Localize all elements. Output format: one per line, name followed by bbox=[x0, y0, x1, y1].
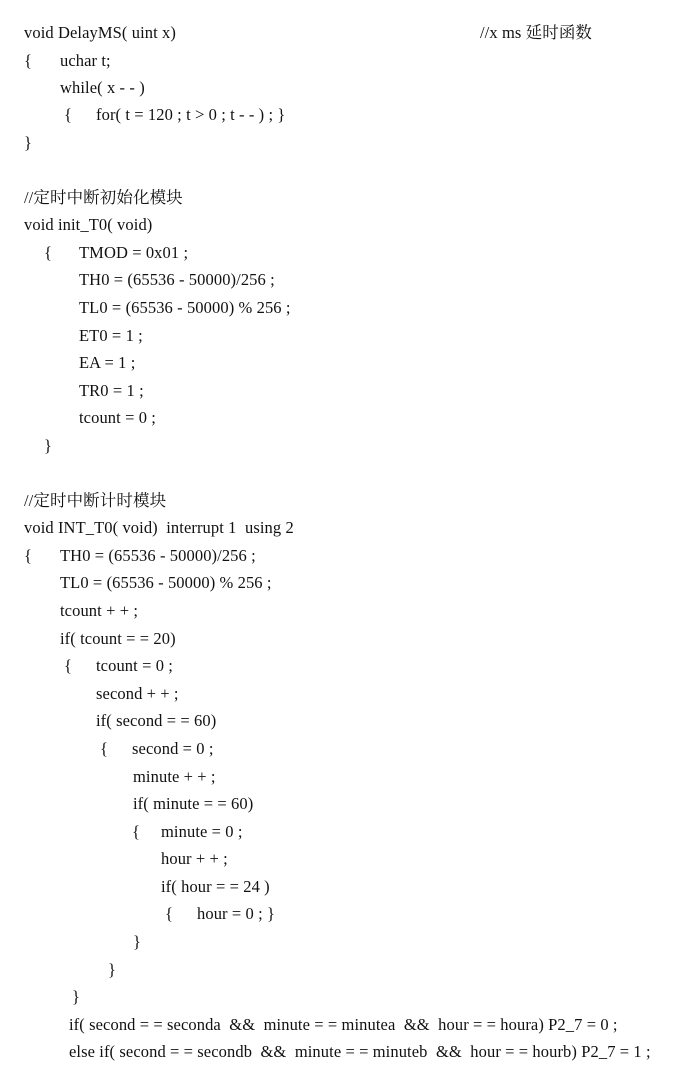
comment-line: //x ms 延时函数 bbox=[480, 23, 593, 42]
code-line: minute + + ; bbox=[133, 767, 216, 786]
code-line: { bbox=[100, 739, 109, 758]
code-line: uchar t; bbox=[60, 51, 111, 70]
code-line: tcount = 0 ; bbox=[79, 408, 156, 427]
code-line: if( minute = = 60) bbox=[133, 794, 254, 813]
code-line: hour = 0 ; } bbox=[197, 904, 276, 923]
code-line: } bbox=[108, 960, 117, 979]
code-line: void init_T0( void) bbox=[24, 215, 153, 234]
code-line: if( tcount = = 20) bbox=[60, 629, 176, 648]
code-line: tcount = 0 ; bbox=[96, 656, 173, 675]
code-line: minute = 0 ; bbox=[161, 822, 243, 841]
code-line: second = 0 ; bbox=[132, 739, 214, 758]
code-line: { bbox=[132, 822, 141, 841]
code-line: { bbox=[165, 904, 174, 923]
code-line: TH0 = (65536 - 50000)/256 ; bbox=[60, 546, 256, 565]
code-line: } bbox=[72, 987, 81, 1006]
code-line: EA = 1 ; bbox=[79, 353, 136, 372]
code-line: { bbox=[64, 105, 73, 124]
code-line: for( t = 120 ; t > 0 ; t - - ) ; } bbox=[96, 105, 286, 124]
code-line: } bbox=[133, 932, 142, 951]
comment-line: //定时中断计时模块 bbox=[24, 491, 167, 510]
code-line: { bbox=[24, 546, 33, 565]
code-line: if( hour = = 24 ) bbox=[161, 877, 270, 896]
code-line: second + + ; bbox=[96, 684, 179, 703]
code-line: ET0 = 1 ; bbox=[79, 326, 143, 345]
code-line: { bbox=[44, 243, 53, 262]
comment-line: //定时中断初始化模块 bbox=[24, 188, 183, 207]
code-line: TL0 = (65536 - 50000) % 256 ; bbox=[79, 298, 291, 317]
code-line: } bbox=[44, 436, 53, 455]
code-line: } bbox=[24, 133, 33, 152]
code-line: void DelayMS( uint x) bbox=[24, 23, 176, 42]
code-line: { bbox=[64, 656, 73, 675]
code-line: hour + + ; bbox=[161, 849, 228, 868]
code-line: if( second = = 60) bbox=[96, 711, 217, 730]
code-line: TH0 = (65536 - 50000)/256 ; bbox=[79, 270, 275, 289]
code-line: { bbox=[24, 51, 33, 70]
code-line: while( x - - ) bbox=[60, 78, 145, 97]
code-line: TL0 = (65536 - 50000) % 256 ; bbox=[60, 573, 272, 592]
code-line: else if( second = = secondb && minute = = minuteb && hour = = hourb) P2_7 = 1 ; bbox=[69, 1042, 651, 1061]
code-line: if( second = = seconda && minute = = minutea && hour = = houra) P2_7 = 0 ; bbox=[69, 1015, 618, 1034]
code-line: TR0 = 1 ; bbox=[79, 381, 144, 400]
code-line: void INT_T0( void) interrupt 1 using 2 bbox=[24, 518, 294, 537]
code-line: TMOD = 0x01 ; bbox=[79, 243, 189, 262]
code-line: tcount + + ; bbox=[60, 601, 139, 620]
